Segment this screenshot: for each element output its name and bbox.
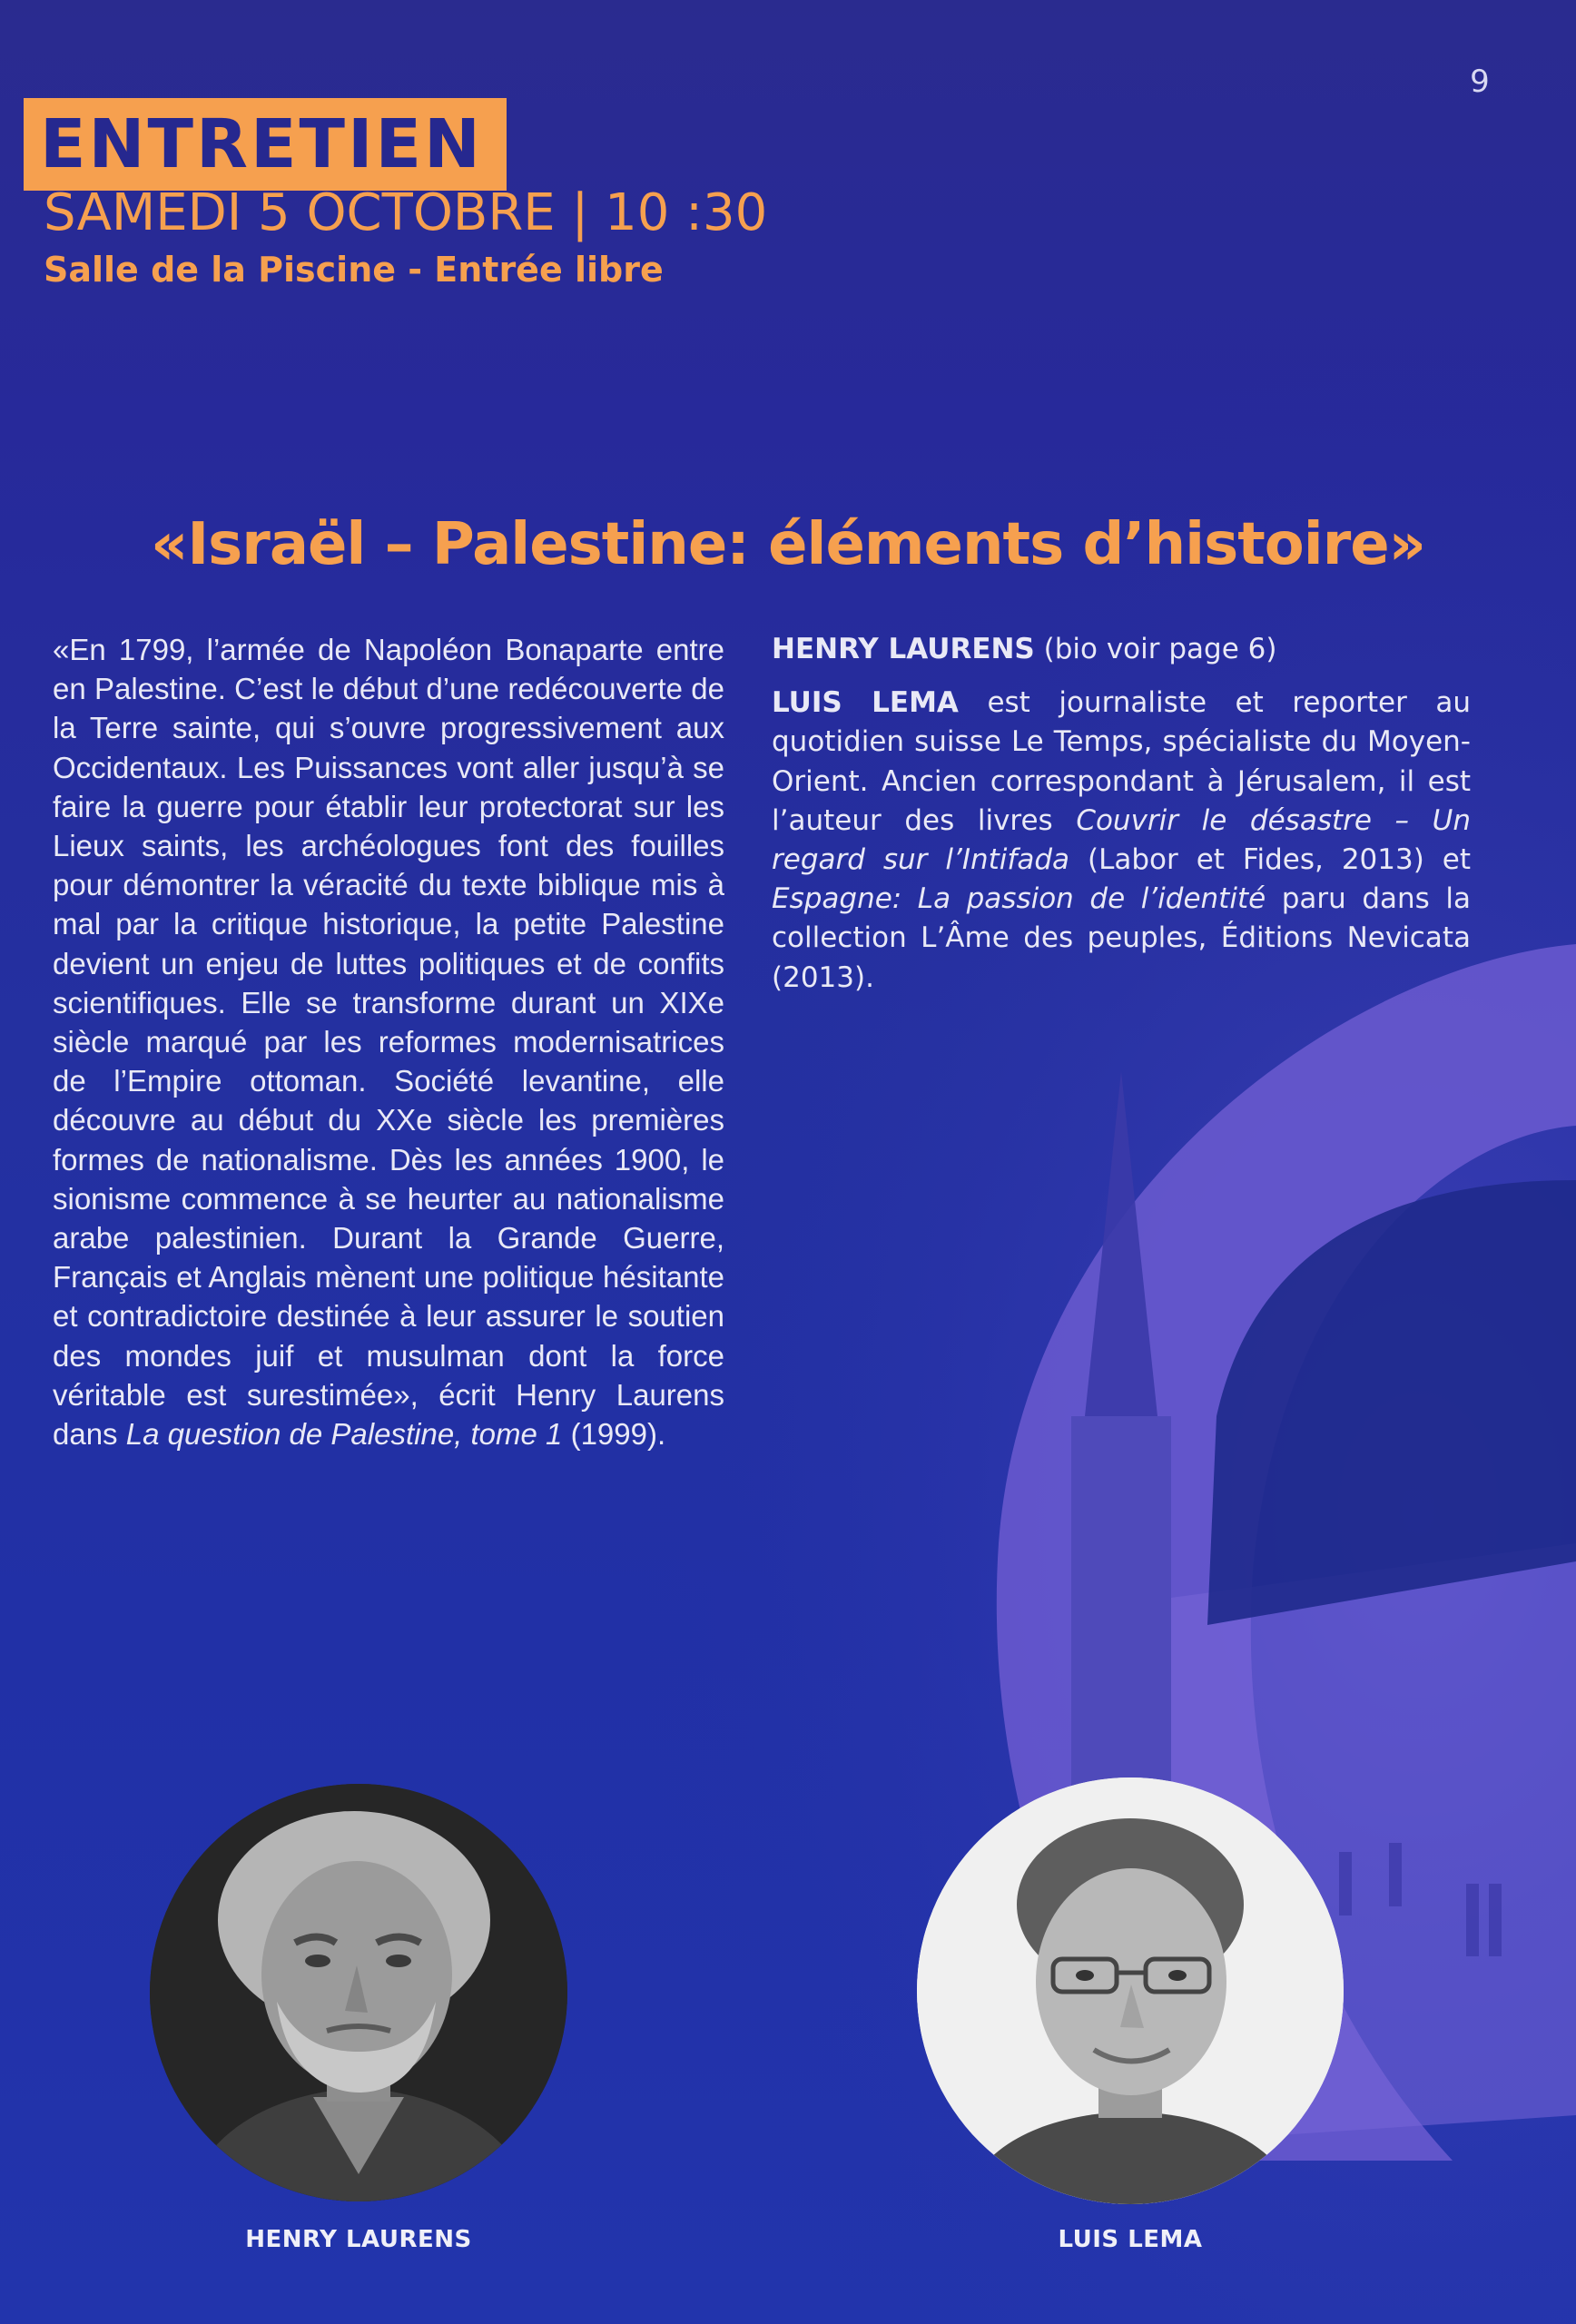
bios-column bbox=[772, 630, 1471, 1012]
page-number: 9 bbox=[1470, 64, 1490, 100]
bio-henry-laurens bbox=[772, 630, 1471, 669]
portrait-henry-laurens bbox=[150, 1784, 567, 2201]
page-title: «Israël – Palestine: éléments d’histoire» bbox=[151, 511, 1425, 578]
portrait-photo bbox=[917, 1777, 1344, 2204]
portrait-caption: HENRY LAURENS bbox=[245, 2226, 472, 2253]
book-title: Espagne: La passion de l’identité bbox=[772, 882, 1266, 916]
bio-text: (bio voir page 6) bbox=[1034, 633, 1277, 665]
portrait-luis-lema bbox=[917, 1777, 1344, 2204]
book-year: (1999). bbox=[562, 1417, 666, 1452]
bio-text: paru dans la collection L’Âme des peuples, Éditions Nevicata (2013). bbox=[772, 882, 1471, 994]
event-date-time: SAMEDI 5 OCTOBRE | 10 :30 bbox=[44, 183, 768, 242]
portrait-photo bbox=[150, 1784, 567, 2201]
bio-luis-lema bbox=[772, 684, 1471, 998]
event-type-tag: ENTRETIEN bbox=[24, 98, 507, 191]
quote-text: «En 1799, l’armée de Napoléon Bonaparte entre en Palestine. C’est le début d’une redécouverte de la Terre sainte, qui s’ouvre progressivement aux Occidentaux. Les Puissances vont aller jusqu’à se faire la guerre pour établir leur protectorat sur les Lieux saints, les archéologues font des fouilles pour démontrer la véracité du texte biblique mis à mal par la critique historique, la petite Palestine devient un enjeu de luttes politiques et de confits scientifiques. Elle se transforme durant un XIXe siècle marqué par les reformes modernisatrices de l’Empire ottoman. Société levantine, elle découvre au début du XXe siècle les premières formes de nationalisme. Dès les années 1900, le sionisme commence à se heurter au nationalisme arabe palestinien. Durant la Grande Guerre, Français et Anglais mènent une politique hésitante et contradictoire destinée à leur assurer le soutien des mondes juif et musulman dont la force véritable est surestimée», écrit Henry Laurens dans bbox=[53, 633, 724, 1452]
quote-text-column bbox=[53, 630, 724, 1453]
bio-text: (Labor et Fides, 2013) et bbox=[1069, 843, 1472, 877]
event-place: Salle de la Piscine - Entrée libre bbox=[44, 250, 664, 290]
bio-name: LUIS LEMA bbox=[772, 686, 959, 720]
book-title: La question de Palestine, tome 1 bbox=[125, 1417, 563, 1452]
portrait-caption: LUIS LEMA bbox=[1058, 2226, 1203, 2253]
book-title: Couvrir le désastre – Un regard sur l’Intifada bbox=[772, 803, 1471, 877]
bio-name: HENRY LAURENS bbox=[772, 633, 1035, 665]
bio-text: est journaliste et reporter au quotidien suisse Le Temps, spécialiste du Moyen-Orient. Ancien correspondant à Jérusalem, il est l’auteur des livres bbox=[772, 686, 1471, 837]
